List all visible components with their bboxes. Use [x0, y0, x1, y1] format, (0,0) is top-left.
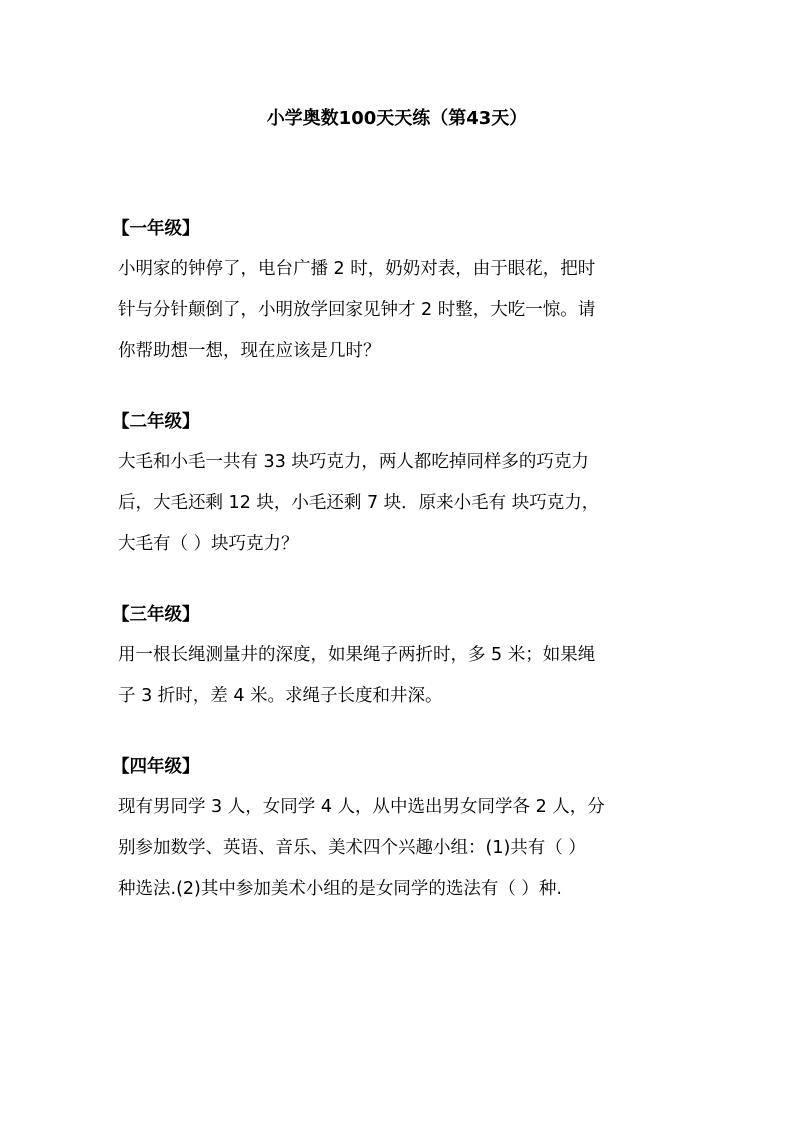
section-heading: 【一年级】 [112, 219, 200, 239]
problem-text [118, 787, 698, 910]
document-body [112, 216, 698, 947]
section-grade-3 [112, 602, 698, 717]
section-grade-1 [112, 216, 698, 372]
problem-text [118, 249, 698, 372]
text-line: 大毛和小毛一共有 33 块巧克力，两人都吃掉同样多的巧克力 [118, 452, 589, 472]
text-line: 针与分针颠倒了，小明放学回家见钟才 2 时整，大吃一惊。请 [118, 300, 596, 320]
section-heading: 【四年级】 [112, 757, 200, 777]
page-title: 小学奥数100天天练（第43天） [266, 108, 528, 129]
problem-text [118, 635, 698, 717]
section-grade-2 [112, 409, 698, 565]
section-grade-4 [112, 754, 698, 910]
text-line: 子 3 折时，差 4 米。求绳子长度和井深。 [118, 686, 443, 706]
text-line: 你帮助想一想，现在应该是几时？ [118, 341, 381, 361]
problem-text [118, 442, 698, 565]
text-line: 种选法.(2)其中参加美术小组的是女同学的选法有（ ）种. [118, 879, 562, 899]
text-line: 现有男同学 3 人，女同学 4 人，从中选出男女同学各 2 人，分 [118, 797, 605, 817]
text-line: 后，大毛还剩 12 块，小毛还剩 7 块．原来小毛有 块巧克力， [118, 493, 600, 513]
text-line: 小明家的钟停了，电台广播 2 时，奶奶对表，由于眼花，把时 [118, 259, 596, 279]
text-line: 大毛有（ ）块巧克力？ [118, 534, 299, 554]
text-line: 用一根长绳测量井的深度，如果绳子两折时，多 5 米；如果绳 [118, 645, 596, 665]
text-line: 别参加数学、英语、音乐、美术四个兴趣小组：(1)共有（ ） [118, 838, 586, 858]
section-heading: 【三年级】 [112, 605, 200, 625]
section-heading: 【二年级】 [112, 412, 200, 432]
